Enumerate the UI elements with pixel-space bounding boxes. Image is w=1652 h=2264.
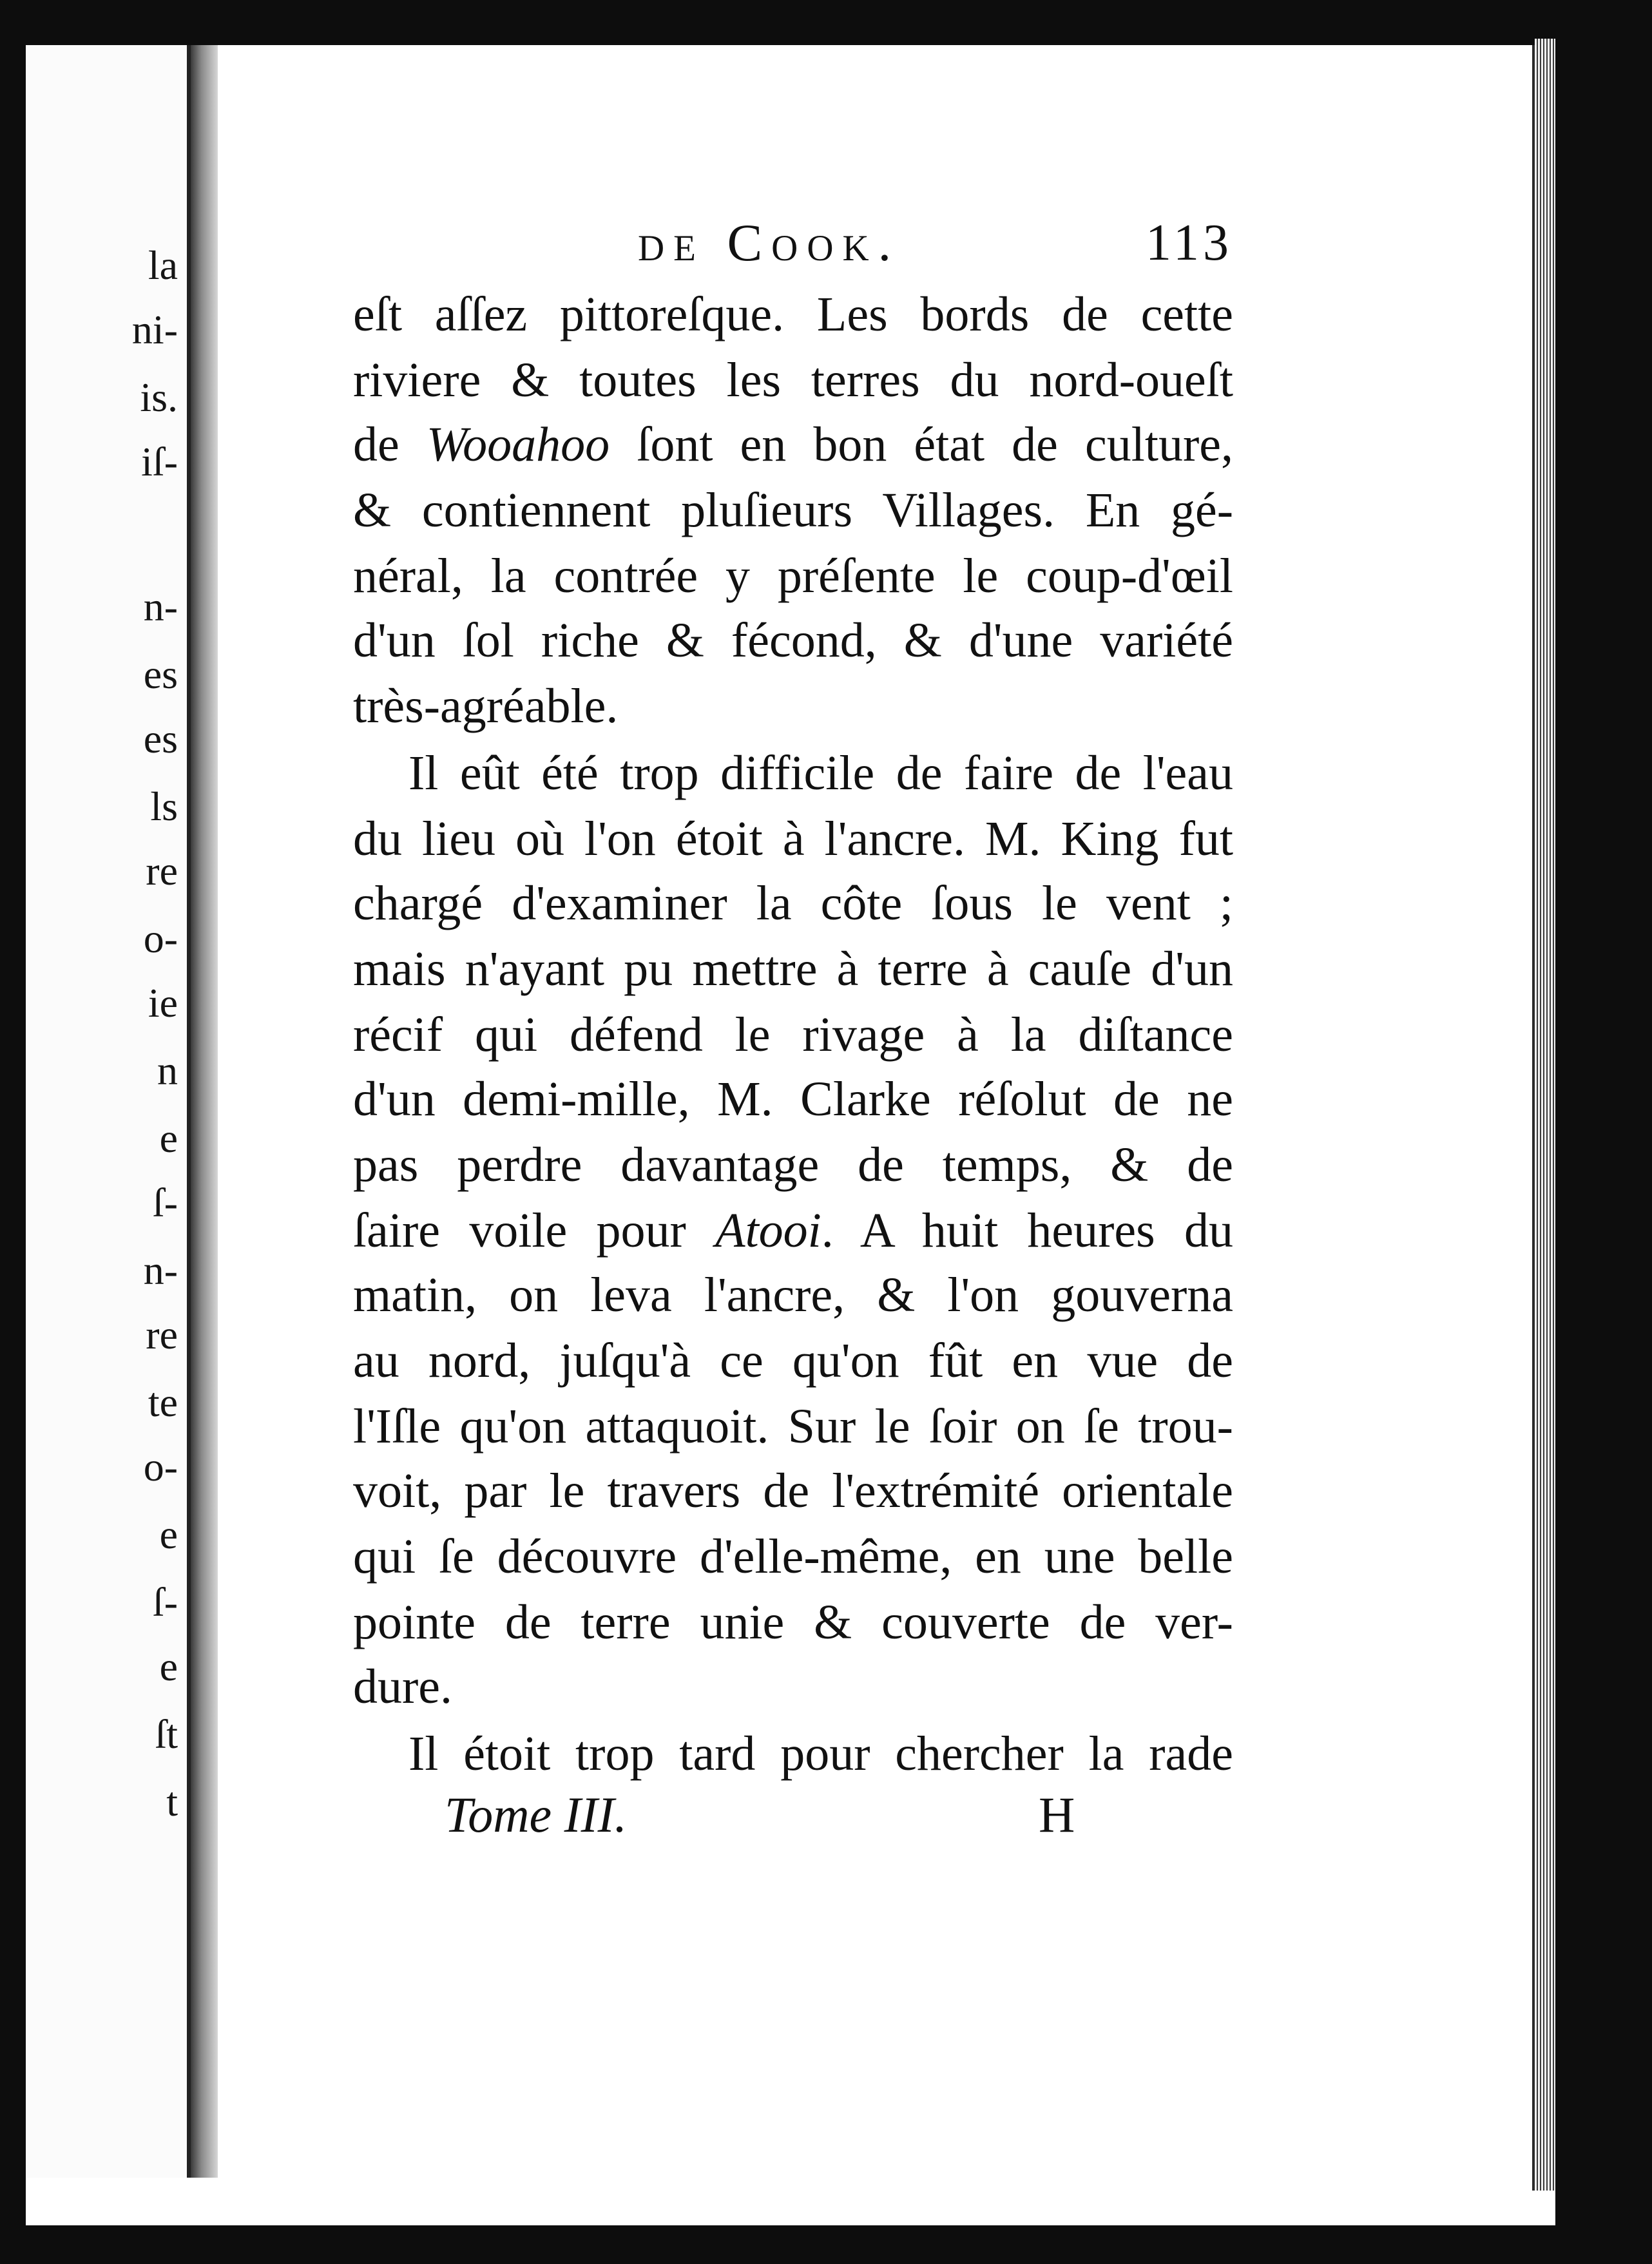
text-line: eſt aſſez pittoreſque. Les bords de cette: [353, 287, 1233, 341]
text-line: récif qui défend le rivage à la diſtance: [353, 1008, 1233, 1062]
left-fragment: is.: [140, 374, 178, 420]
page-edges: [1535, 39, 1555, 2191]
text-line: matin, on leva l'ancre, & l'on gouverna: [353, 1268, 1233, 1322]
page-number: 113: [1146, 215, 1233, 271]
text-line: pas perdre davantage de temps, & de: [353, 1138, 1233, 1192]
signature-tome: Tome III.: [445, 1787, 628, 1843]
scan-border-top: [0, 0, 1652, 45]
paragraph-start: Il étoit trop tard pour chercher la rade: [408, 1727, 1233, 1781]
text-line: du lieu où l'on étoit à l'ancre. M. King fut: [353, 812, 1233, 866]
left-fragment: e: [159, 1115, 178, 1161]
left-fragment: n-: [143, 1247, 178, 1293]
paragraph-start: Il eût été trop difficile de faire de l'eau: [408, 746, 1233, 800]
text-line: voit, par le travers de l'extrémité orientale: [353, 1464, 1233, 1518]
text-line: pointe de terre unie & couverte de ver-: [353, 1595, 1233, 1649]
left-fragment: es: [143, 651, 178, 697]
text-line: dure.: [353, 1660, 453, 1714]
left-fragment: e: [159, 1511, 178, 1557]
left-fragment: ſ-: [152, 1180, 178, 1225]
text-line: d'un ſol riche & fécond, & d'une variété: [353, 613, 1233, 667]
left-fragment: t: [166, 1779, 178, 1825]
left-fragment: n: [157, 1048, 178, 1093]
left-fragment: ls: [150, 783, 178, 829]
left-fragment: re: [146, 1312, 178, 1357]
left-fragment: ie: [148, 980, 178, 1026]
text-line: l'Iſle qu'on attaquoit. Sur le ſoir on ſe trou-: [353, 1399, 1233, 1453]
text-line: très-agréable.: [353, 679, 619, 733]
left-fragment: iſ-: [141, 439, 178, 484]
left-fragment: ſt: [155, 1711, 178, 1757]
scan-border-bottom: [0, 2225, 1652, 2264]
text-line: chargé d'examiner la côte ſous le vent ;: [353, 876, 1233, 930]
left-fragment: te: [148, 1379, 178, 1425]
running-head: de Cook.: [638, 213, 901, 272]
left-fragment: e: [159, 1644, 178, 1689]
left-fragment: es: [143, 716, 178, 762]
signature-letter: H: [1039, 1787, 1075, 1843]
text-line: au nord, juſqu'à ce qu'on fût en vue de: [353, 1334, 1233, 1388]
text-line: riviere & toutes les terres du nord-oueſt: [353, 353, 1233, 407]
left-fragment: ſ-: [152, 1579, 178, 1625]
scan-border-right: [1555, 0, 1652, 2264]
text-line: mais n'ayant pu mettre à terre à cauſe d'un: [353, 942, 1233, 996]
scan-border-left: [0, 0, 26, 2264]
left-fragment: o-: [143, 916, 178, 961]
left-fragment: n-: [143, 584, 178, 629]
left-fragment: re: [146, 848, 178, 894]
place-name: Wooahoo: [426, 417, 610, 472]
left-fragment: la: [148, 242, 178, 288]
text-line: néral, la contrée y préſente le coup-d'œil: [353, 549, 1233, 603]
left-fragment: o-: [143, 1444, 178, 1490]
text-line: d'un demi-mille, M. Clarke réſolut de ne: [353, 1072, 1233, 1126]
left-fragment: ni-: [131, 307, 178, 352]
text-line: & contiennent pluſieurs Villages. En gé-: [353, 483, 1233, 537]
book-gutter: [191, 45, 218, 2178]
place-name: Atooi: [715, 1204, 821, 1258]
text-line: ſaire voile pour Atooi. A huit heures du: [353, 1204, 1234, 1258]
text-line: qui ſe découvre d'elle-même, en une belle: [353, 1530, 1233, 1584]
previous-page-edge: [26, 45, 191, 2178]
text-line: de Wooahoo ſont en bon état de culture,: [353, 417, 1233, 472]
